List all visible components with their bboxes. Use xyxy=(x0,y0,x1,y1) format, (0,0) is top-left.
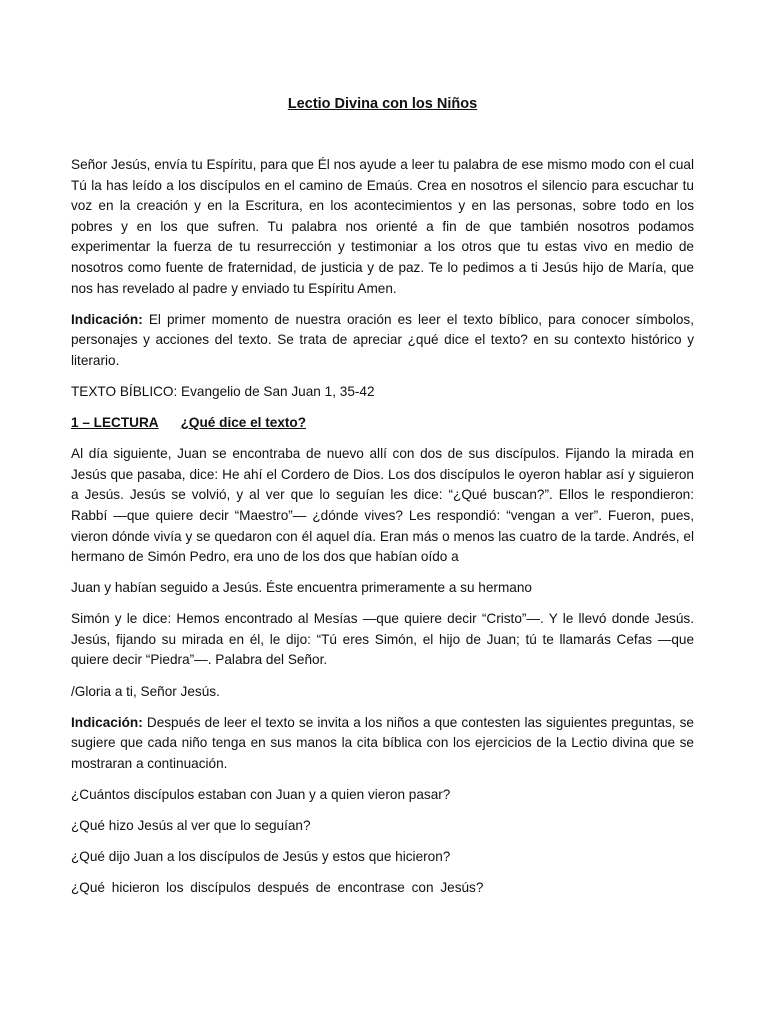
question-item: ¿Qué hizo Jesús al ver que lo seguían? xyxy=(71,818,311,834)
response-line: /Gloria a ti, Señor Jesús. xyxy=(71,683,220,699)
reading-paragraph-1: Al día siguiente, Juan se encontraba de nuevo allí con dos de sus discípulos. Fijando la mirada en Jesús que pasaba, dice: He ahí el Cordero de Dios. Los dos discípulos le oyeron hablar así y siguieron a Jesús. Jesús se volvió, y al ver que lo seguían les dice: “¿Qué buscan?”. Ellos le respondieron: Rabbí —que quiere decir “Maestro”— ¿dónde vives? Les respondió: “vengan a ver”. Fueron, pues, vieron dónde vivía y se quedaron con él aquel día. Eran más o menos las cuatro de la tarde. Andrés, el hermano de Simón Pedro, era uno de los dos que habían oído a xyxy=(71,446,694,565)
question-item: ¿Qué hicieron los discípulos después de encontrase con Jesús? xyxy=(71,880,484,896)
section-question: ¿Qué dice el texto? xyxy=(180,415,307,431)
indication-text: Después de leer el texto se invita a los niños a que contesten las siguientes preguntas, se sugiere que cada niño tenga en sus manos la cita bíblica con los ejercicios de la Lectio divina que se mostraran a continuación. xyxy=(71,714,694,771)
reading-paragraph-3: Simón y le dice: Hemos encontrado al Mesías —que quiere decir “Cristo”—. Y le llevó donde Jesús. Jesús, fijando su mirada en él, le dijo: “Tú eres Simón, el hijo de Juan; tú te llamarás Cefas —que quiere decir “Piedra”—. Palabra del Señor. xyxy=(71,611,694,668)
question-item: ¿Qué dijo Juan a los discípulos de Jesús y estos que hicieron? xyxy=(71,849,451,865)
question-item: ¿Cuántos discípulos estaban con Juan y a quien vieron pasar? xyxy=(71,786,451,802)
document-page xyxy=(71,0,694,1024)
document-title: Lectio Divina con los Niños xyxy=(287,96,478,112)
biblical-label: TEXTO BÍBLICO: xyxy=(71,383,178,399)
biblical-ref: Evangelio de San Juan 1, 35-42 xyxy=(177,383,375,399)
indication-text: El primer momento de nuestra oración es leer el texto bíblico, para conocer símbolos, personajes y acciones del texto. Se trata de apreciar ¿qué dice el texto? en su contexto histórico y literario. xyxy=(71,311,694,368)
section-heading xyxy=(71,413,694,434)
reading-paragraph-2: Juan y habían seguido a Jesús. Éste encuentra primeramente a su hermano xyxy=(71,580,532,596)
indication-paragraph-1 xyxy=(71,310,694,372)
biblical-text-reference xyxy=(71,382,694,403)
section-number: 1 – LECTURA xyxy=(71,415,159,431)
indication-paragraph-2 xyxy=(71,713,694,775)
indication-label: Indicación: xyxy=(71,714,143,730)
indication-label: Indicación: xyxy=(71,311,143,327)
opening-prayer: Señor Jesús, envía tu Espíritu, para que Él nos ayude a leer tu palabra de ese mismo modo con el cual Tú la has leído a los discípulos en el camino de Emaús. Crea en nosotros el silencio para escuchar tu voz en la creación y en la Escritura, en los acontecimientos y en las personas, sobre todo en los pobres y en los que sufren. Tu palabra nos orienté a fin de que también nosotros podamos experimentar la fuerza de tu resurrección y testimoniar a los otros que tu estas vivo en medio de nosotros como fuente de fraternidad, de justicia y de paz. Te lo pedimos a ti Jesús hijo de María, que nos has revelado al padre y enviado tu Espíritu Amen. xyxy=(71,157,694,296)
document-body xyxy=(71,155,694,909)
